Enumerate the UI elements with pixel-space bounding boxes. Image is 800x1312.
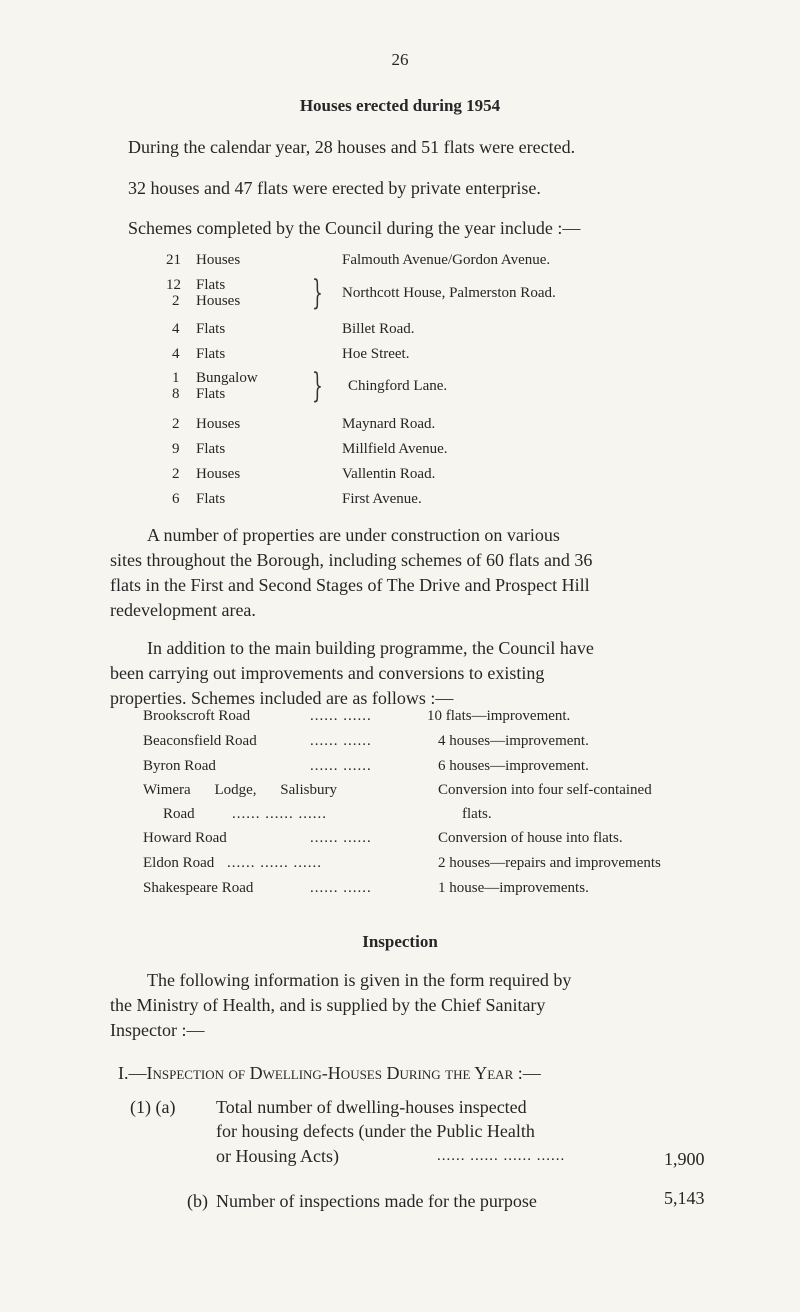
improvement-road: Beaconsfield Road <box>143 733 257 749</box>
stat-a-label: (1) (a) <box>130 1097 176 1117</box>
improvement-work: 2 houses—repairs and improvements <box>438 855 661 871</box>
scheme-type: Flats <box>196 321 226 337</box>
stat-a-text-1: Total number of dwelling-houses inspected <box>216 1097 527 1117</box>
scheme-num: 1 <box>172 370 180 386</box>
construction-line-4: redevelopment area. <box>110 600 256 620</box>
scheme-type: Flats <box>196 386 226 402</box>
intro-line-1: During the calendar year, 28 houses and 51 flats were erected. <box>128 137 576 157</box>
leader-dots: ...... ...... <box>310 830 372 846</box>
improvement-work-cont: flats. <box>462 806 492 822</box>
scheme-num: 4 <box>172 321 180 337</box>
improvement-road: Howard Road <box>143 830 227 846</box>
scheme-type: Houses <box>196 466 241 482</box>
scheme-num: 8 <box>172 386 180 402</box>
brace-icon: } <box>312 273 323 313</box>
scheme-location: Northcott House, Palmerston Road. <box>342 285 556 301</box>
improvement-road: Shakespeare Road <box>143 880 254 896</box>
leader-dots: ...... ...... ...... <box>232 806 327 822</box>
improvement-work: 1 house—improvements. <box>438 880 589 896</box>
leader-dots: ...... ...... <box>310 733 372 749</box>
leader-dots: ...... ...... ...... <box>227 855 322 871</box>
scheme-num: 9 <box>172 441 180 457</box>
scheme-num: 21 <box>166 252 181 268</box>
scheme-location: Billet Road. <box>342 321 415 337</box>
scheme-type: Houses <box>196 293 241 309</box>
improvement-road: Brookscroft Road <box>143 708 251 724</box>
leader-dots: ...... ...... <box>310 708 372 724</box>
improvement-road: Byron Road <box>143 758 216 774</box>
inspection-line-3: Inspector :— <box>110 1020 205 1040</box>
improvement-road-cont: Road <box>163 806 195 822</box>
improvements-line-1: In addition to the main building programme, the Council have <box>147 638 594 658</box>
improvement-road: Wimera Lodge, Salisbury <box>143 782 337 798</box>
stat-a-text-3: or Housing Acts) <box>216 1146 339 1166</box>
inspection-heading: Inspection <box>362 932 438 951</box>
scheme-location: First Avenue. <box>342 491 422 507</box>
scheme-location: Maynard Road. <box>342 416 436 432</box>
scheme-location: Chingford Lane. <box>348 378 448 394</box>
scheme-type: Flats <box>196 346 226 362</box>
improvements-line-3: properties. Schemes included are as follows :— <box>110 688 454 708</box>
improvement-work: 6 houses—improvement. <box>438 758 589 774</box>
scheme-type: Flats <box>196 491 226 507</box>
section-i-heading: I.—Inspection of Dwelling-Houses During the Year :— <box>118 1063 541 1083</box>
stat-a-value: 1,900 <box>664 1149 705 1169</box>
intro-line-3: Schemes completed by the Council during the year include :— <box>128 218 581 238</box>
stat-b-value: 5,143 <box>664 1188 705 1208</box>
scheme-type: Flats <box>196 277 226 293</box>
inspection-line-1: The following information is given in the form required by <box>147 970 572 990</box>
inspection-line-2: the Ministry of Health, and is supplied by the Chief Sanitary <box>110 995 546 1015</box>
improvement-work: 10 flats—improvement. <box>427 708 571 724</box>
leader-dots: ...... ...... <box>310 758 372 774</box>
scheme-num: 6 <box>172 491 180 507</box>
intro-line-2: 32 houses and 47 flats were erected by private enterprise. <box>128 178 541 198</box>
scheme-num: 2 <box>172 416 180 432</box>
scheme-num: 12 <box>166 277 181 293</box>
leader-dots: ...... ...... ...... ...... <box>437 1148 566 1164</box>
improvement-work: 4 houses—improvement. <box>438 733 589 749</box>
stat-a-text-2: for housing defects (under the Public Health <box>216 1121 535 1141</box>
brace-icon: } <box>312 366 323 406</box>
construction-line-2: sites throughout the Borough, including schemes of 60 flats and 36 <box>110 550 593 570</box>
scheme-type: Houses <box>196 252 241 268</box>
section-title: Houses erected during 1954 <box>299 96 501 115</box>
construction-line-3: flats in the First and Second Stages of The Drive and Prospect Hill <box>110 575 590 595</box>
scheme-type: Bungalow <box>196 370 258 386</box>
page-number: 26 <box>391 50 409 69</box>
improvements-line-2: been carrying out improvements and conversions to existing <box>110 663 545 683</box>
improvement-work: Conversion of house into flats. <box>438 830 623 846</box>
scheme-type: Flats <box>196 441 226 457</box>
stat-b-label: (b) <box>187 1191 208 1211</box>
scheme-num: 4 <box>172 346 180 362</box>
scheme-location: Vallentin Road. <box>342 466 436 482</box>
scheme-location: Millfield Avenue. <box>342 441 448 457</box>
scheme-location: Hoe Street. <box>342 346 410 362</box>
improvement-road: Eldon Road <box>143 855 215 871</box>
scheme-location: Falmouth Avenue/Gordon Avenue. <box>342 252 551 268</box>
scheme-num: 2 <box>172 466 180 482</box>
scheme-num: 2 <box>172 293 180 309</box>
improvement-work: Conversion into four self-contained <box>438 782 652 798</box>
scheme-type: Houses <box>196 416 241 432</box>
construction-line-1: A number of properties are under construction on various <box>147 525 560 545</box>
stat-b-text: Number of inspections made for the purpose <box>216 1191 537 1211</box>
leader-dots: ...... ...... <box>310 880 372 896</box>
